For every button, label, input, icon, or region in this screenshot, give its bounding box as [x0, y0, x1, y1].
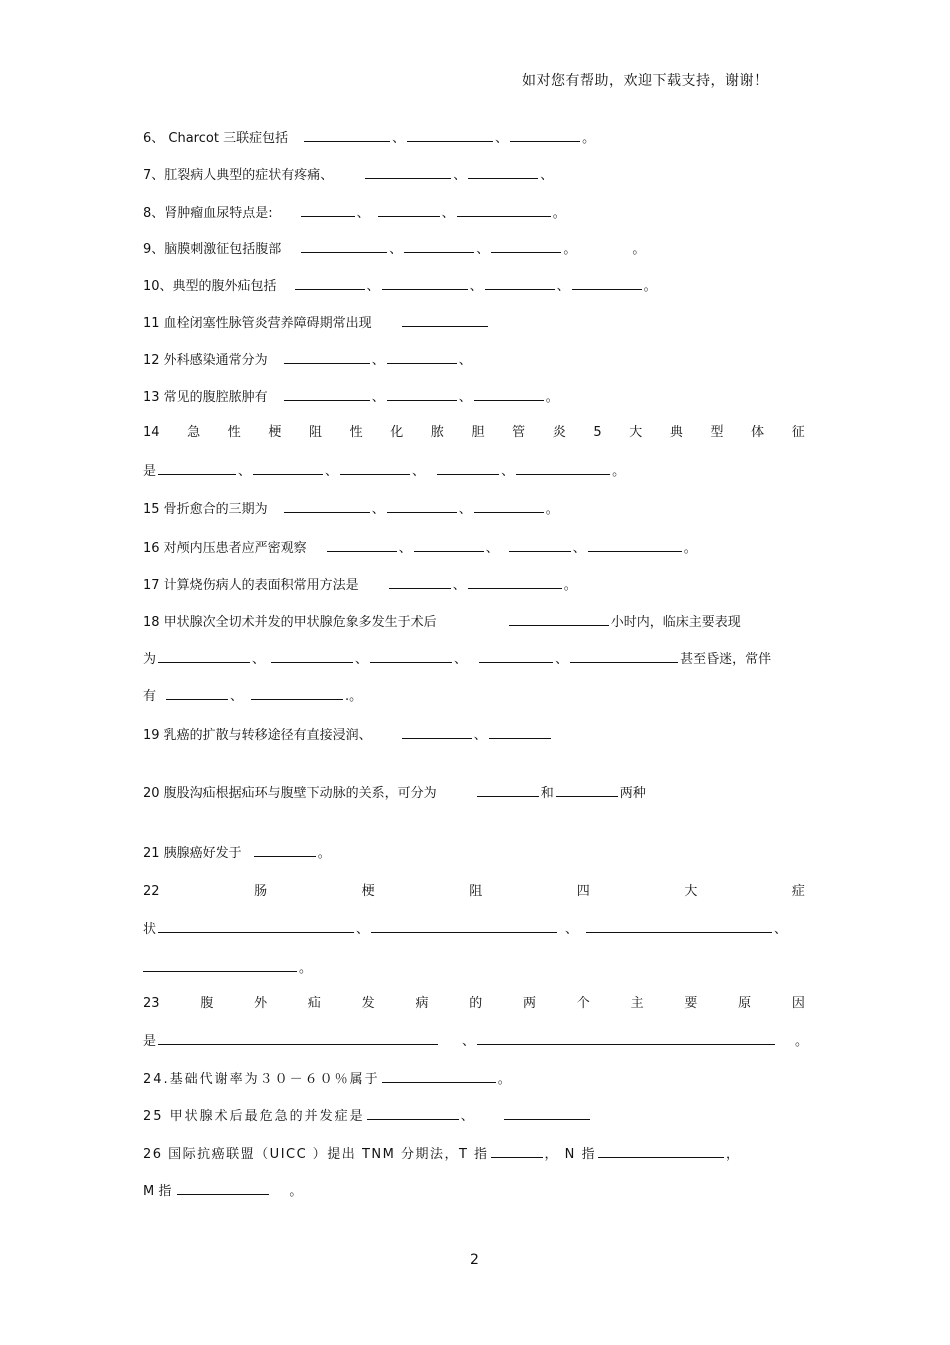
answer-blank[interactable] [284, 388, 370, 401]
answer-blank[interactable] [491, 240, 561, 253]
question-14: 14 急 性 梗 阻 性 化 脓 胆 管 炎 5 大 典 型 体 征 [143, 425, 805, 440]
answer-blank[interactable] [510, 129, 580, 142]
answer-blank[interactable] [327, 539, 397, 552]
answer-blank[interactable] [295, 277, 365, 290]
answer-blank[interactable] [414, 539, 484, 552]
answer-blank[interactable] [586, 920, 772, 933]
question-15: 15 骨折愈合的三期为 、 、 。 [143, 502, 559, 517]
answer-blank[interactable] [485, 277, 555, 290]
question-16: 16 对颅内压患者应严密观察 、 、 、 。 [143, 541, 697, 556]
answer-blank[interactable] [468, 166, 538, 179]
question-22-blanks: 状 、 、 、 [143, 922, 788, 937]
answer-blank[interactable] [389, 576, 451, 589]
answer-blank[interactable] [271, 650, 353, 663]
question-18: 18 甲状腺次全切术并发的甲状腺危象多发生于术后 小时内，临床主要表现 [143, 615, 741, 630]
question-26-line2: M 指 。 [143, 1184, 303, 1199]
answer-blank[interactable] [166, 687, 228, 700]
answer-blank[interactable] [387, 351, 457, 364]
answer-blank[interactable] [407, 129, 493, 142]
answer-blank[interactable] [474, 500, 544, 513]
question-25: 25 甲状腺术后最危急的并发症是 、 [143, 1107, 592, 1126]
answer-blank[interactable] [457, 204, 551, 217]
answer-blank[interactable] [477, 784, 539, 797]
question-23: 23 腹 外 疝 发 病 的 两 个 主 要 原 因 [143, 996, 805, 1011]
question-11: 11 血栓闭塞性脉管炎营养障碍期常出现 [143, 314, 490, 333]
answer-blank[interactable] [284, 500, 370, 513]
answer-blank[interactable] [158, 920, 354, 933]
answer-blank[interactable] [570, 650, 678, 663]
answer-blank[interactable] [371, 920, 557, 933]
question-22-line3: 。 [143, 959, 312, 978]
answer-blank[interactable] [382, 277, 468, 290]
question-17: 17 计算烧伤病人的表面积常用方法是 、 。 [143, 578, 577, 593]
answer-blank[interactable] [468, 576, 562, 589]
answer-blank[interactable] [284, 351, 370, 364]
question-19: 19 乳癌的扩散与转移途径有直接浸润、 、 [143, 726, 553, 745]
answer-blank[interactable] [504, 1107, 590, 1120]
question-20: 20 腹股沟疝根据疝环与腹壁下动脉的关系，可分为 和 两种 [143, 786, 646, 801]
answer-blank[interactable] [477, 1032, 775, 1045]
answer-blank[interactable] [404, 240, 474, 253]
answer-blank[interactable] [251, 687, 343, 700]
question-13: 13 常见的腹腔脓肿有 、 、 。 [143, 390, 559, 405]
answer-blank[interactable] [254, 844, 316, 857]
answer-blank[interactable] [365, 166, 451, 179]
question-18-line3: 有 、 .。 [143, 689, 363, 704]
question-7: 7、肛裂病人典型的症状有疼痛、 、 、 [143, 168, 554, 183]
question-23-blanks: 是 、 。 [143, 1034, 809, 1049]
answer-blank[interactable] [387, 388, 457, 401]
answer-blank[interactable] [588, 539, 682, 552]
question-9: 9、脑膜刺激征包括腹部 、 、 。 。 [143, 242, 646, 257]
question-24: 24.基础代谢率为３０－６０％属于 。 [143, 1072, 513, 1087]
answer-blank[interactable] [143, 959, 297, 972]
answer-blank[interactable] [177, 1182, 269, 1195]
question-6: 6、 Charcot 三联症包括 、 、 。 [143, 131, 596, 146]
answer-blank[interactable] [370, 650, 452, 663]
answer-blank[interactable] [402, 314, 488, 327]
answer-blank[interactable] [479, 650, 553, 663]
question-12: 12 外科感染通常分为 、 、 [143, 353, 472, 368]
question-14-blanks: 是 、 、 、 、 。 [143, 464, 626, 479]
answer-blank[interactable] [474, 388, 544, 401]
question-26: 26 国际抗癌联盟（UICC ）提出 TNM 分期法，T 指 ， N 指 ， [143, 1147, 741, 1162]
answer-blank[interactable] [387, 500, 457, 513]
question-10: 10、典型的腹外疝包括 、 、 、 。 [143, 279, 657, 294]
answer-blank[interactable] [382, 1070, 496, 1083]
answer-blank[interactable] [301, 240, 387, 253]
question-21: 21 胰腺癌好发于 。 [143, 846, 331, 861]
question-22: 22 肠 梗 阻 四 大 症 [143, 884, 805, 899]
answer-blank[interactable] [158, 462, 236, 475]
answer-blank[interactable] [301, 204, 355, 217]
answer-blank[interactable] [598, 1145, 724, 1158]
answer-blank[interactable] [158, 650, 250, 663]
answer-blank[interactable] [304, 129, 390, 142]
answer-blank[interactable] [489, 726, 551, 739]
answer-blank[interactable] [158, 1032, 438, 1045]
answer-blank[interactable] [437, 462, 499, 475]
answer-blank[interactable] [340, 462, 410, 475]
page-header: 如对您有帮助，欢迎下载支持，谢谢！ [522, 73, 769, 89]
answer-blank[interactable] [253, 462, 323, 475]
question-18-line2: 为 、 、 、 、 甚至昏迷，常伴 [143, 652, 772, 667]
answer-blank[interactable] [367, 1107, 459, 1120]
answer-blank[interactable] [516, 462, 610, 475]
answer-blank[interactable] [556, 784, 618, 797]
answer-blank[interactable] [402, 726, 472, 739]
answer-blank[interactable] [378, 204, 440, 217]
answer-blank[interactable] [491, 1145, 543, 1158]
answer-blank[interactable] [509, 613, 609, 626]
page-number: 2 [470, 1252, 479, 1268]
answer-blank[interactable] [509, 539, 571, 552]
question-8: 8、肾肿瘤血尿特点是: 、 、 。 [143, 206, 566, 221]
answer-blank[interactable] [572, 277, 642, 290]
